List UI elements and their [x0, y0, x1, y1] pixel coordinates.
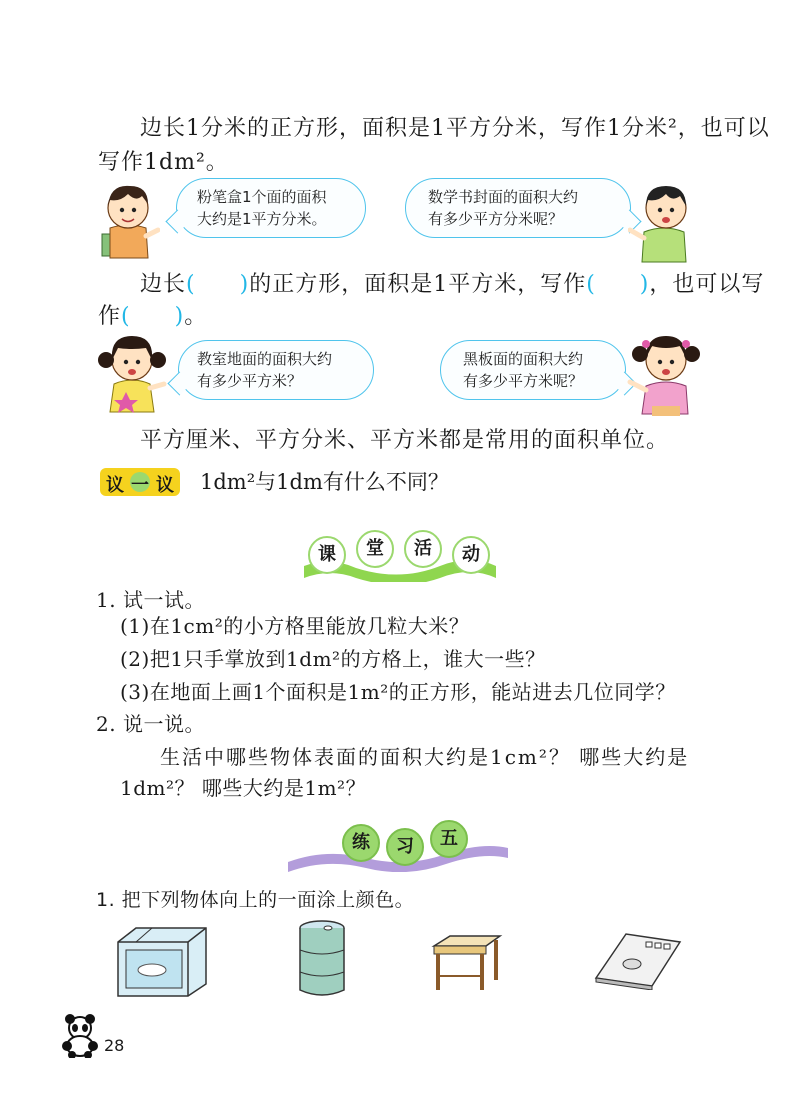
activity-title-char: 活 — [404, 530, 442, 568]
fill-text: 的正方形，面积是1平方米，写作 — [249, 272, 587, 297]
speech-bubble-girl-right — [440, 340, 626, 400]
fill-text: 边长 — [140, 272, 187, 297]
speech-bubble-girl-left — [178, 340, 374, 400]
boy-character-right — [628, 180, 698, 264]
bubble-text-line: 有多少平方分米呢？ — [428, 210, 564, 228]
boy-character-left — [96, 178, 160, 264]
activity-item-2-line-2: 1dm²？ 哪些大约是1m²？ — [120, 776, 367, 800]
blank-close: ) — [239, 272, 250, 297]
girl-character-left — [96, 330, 168, 416]
blank-close: ) — [174, 304, 185, 329]
calculator-icon — [592, 928, 684, 990]
speech-bubble-boy-left — [176, 178, 366, 238]
exercise-title-char: 五 — [430, 820, 468, 858]
activity-title-char: 堂 — [356, 530, 394, 568]
badge-char: 议 — [156, 475, 174, 496]
discuss-badge — [100, 468, 180, 496]
blank-open: ( — [121, 304, 131, 329]
activity-title-char: 课 — [308, 536, 346, 574]
summary-text: 平方厘米、平方分米、平方米都是常用的面积单位。 — [140, 428, 670, 453]
activity-header — [300, 526, 500, 582]
activity-item-1-sub-1: (1)在1cm²的小方格里能放几粒大米？ — [120, 614, 470, 638]
exercise-title-char: 习 — [386, 828, 424, 866]
exercise-title-char: 练 — [342, 824, 380, 862]
bubble-text-line: 有多少平方米呢？ — [463, 372, 584, 390]
bubble-text-line: 大约是1平方分米。 — [197, 210, 327, 228]
stool-icon — [430, 932, 504, 994]
bubble-text-line: 数学书封面的面积大约 — [428, 188, 579, 206]
discuss-question: 1dm²与1dm有什么不同？ — [200, 470, 449, 494]
activity-item-2-title: 2. 说一说。 — [96, 712, 205, 736]
fill-text: 作 — [98, 304, 122, 329]
badge-char: 议 — [106, 475, 124, 496]
exercise-item-1: 1. 把下列物体向上的一面涂上颜色。 — [96, 889, 415, 911]
bubble-text-line: 粉笔盒1个面的面积 — [197, 188, 327, 206]
intro-line-1: 边长1分米的正方形，面积是1平方分米，写作1分米²，也可以 — [140, 116, 770, 141]
activity-item-1-sub-2: (2)把1只手掌放到1dm²的方格上，谁大一些？ — [120, 647, 546, 671]
exercise-header — [286, 818, 510, 872]
blank-open: ( — [586, 272, 596, 297]
blank-open: ( — [186, 272, 196, 297]
bubble-text-line: 黑板面的面积大约 — [463, 350, 584, 368]
freezer-icon — [112, 924, 210, 998]
fill-in-line-2 — [98, 300, 207, 334]
panda-icon — [60, 1014, 100, 1058]
badge-char: 一 — [131, 475, 149, 496]
blank-close: ) — [639, 272, 650, 297]
barrel-icon — [296, 918, 348, 1000]
fill-text: ，也可以写 — [649, 272, 765, 297]
activity-item-1-title: 1. 试一试。 — [96, 588, 205, 612]
page-number: 28 — [104, 1036, 125, 1055]
bubble-text-line: 教室地面的面积大约 — [197, 350, 333, 368]
fill-text: 。 — [184, 304, 208, 329]
intro-line-2: 写作1dm²。 — [98, 150, 229, 175]
fill-in-line-1 — [140, 268, 764, 302]
bubble-text-line: 有多少平方米？ — [197, 372, 303, 390]
activity-title-char: 动 — [452, 536, 490, 574]
activity-item-1-sub-3: (3)在地面上画1个面积是1m²的正方形，能站进去几位同学？ — [120, 680, 676, 704]
activity-item-2-line-1: 生活中哪些物体表面的面积大约是1cm²？ 哪些大约是 — [160, 745, 690, 769]
speech-bubble-boy-right — [405, 178, 631, 238]
girl-character-right — [626, 330, 704, 418]
